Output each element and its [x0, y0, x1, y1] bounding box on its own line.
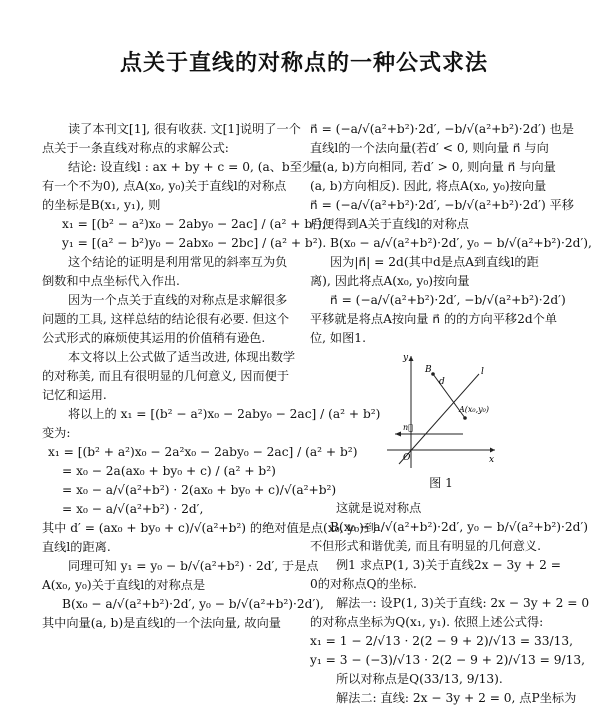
text-line: 位, 如图1.: [310, 331, 366, 345]
text-line: 后便得到A关于直线l的对称点: [310, 217, 469, 231]
text-line: B(x₀ − a/√(a²+b²)·2d′, y₀ − b/√(a²+b²)·2d′): [330, 520, 588, 534]
text-line: 直线l的一个法向量(若d′ < 0, 则向量 n⃗ 与向: [310, 141, 549, 155]
text-line: 的对称美, 而且有很明显的几何意义, 因而便于: [42, 369, 290, 383]
text-line: 其中 d′ = (ax₀ + by₀ + c)/√(a²+b²) 的绝对值是点(x₀, y₀)到: [42, 521, 377, 535]
text-line: = x₀ − 2a(ax₀ + by₀ + c) / (a² + b²): [62, 464, 276, 478]
text-line: 因为一个点关于直线的对称点是求解很多: [68, 293, 288, 307]
label-o: O: [403, 453, 411, 463]
right-column: [310, 120, 592, 708]
text-line: 直线l的距离.: [42, 540, 111, 554]
vector-n-arrow: [395, 432, 401, 437]
text-line: 解法一: 设P(1, 3)关于直线: 2x − 3y + 2 = 0: [336, 596, 590, 610]
text-line: 的对称点坐标为Q(x₁, y₁). 依照上述公式得:: [310, 615, 544, 629]
x-axis-arrow: [490, 448, 495, 453]
page-title: 点关于直线的对称点的一种公式求法: [119, 51, 488, 76]
text-line: 量(a, b)方向相同, 若d′ > 0, 则向量 n⃗ 与向量: [310, 160, 556, 174]
label-b: B: [425, 365, 432, 375]
text-line: 例1 求点P(1, 3)关于直线2x − 3y + 2 =: [336, 558, 561, 572]
right-column-top: [310, 120, 592, 348]
text-line: (a, b)方向相反). 因此, 将点A(x₀, y₀)按向量: [310, 179, 547, 193]
text-line: B(x₀ − a/√(a²+b²)·2d′, y₀ − b/√(a²+b²)·2d′),: [62, 597, 324, 611]
text-line: A(x₀, y₀)关于直线l的对称点是: [42, 578, 206, 592]
text-line: x₁ = [(b² + a²)x₀ − 2a²x₀ − 2aby₀ − 2ac] / (a² + b²): [48, 445, 358, 459]
text-line: 记忆和运用.: [42, 388, 107, 402]
text-line: 解法二: 直线: 2x − 3y + 2 = 0, 点P坐标为: [336, 691, 577, 705]
text-line: y₁ = 3 − (−3)/√13 · 2(2 − 9 + 2)/√13 = 9/13,: [310, 653, 585, 667]
label-y: y: [403, 353, 409, 363]
text-line: 0的对称点Q的坐标.: [310, 577, 417, 591]
y-axis-arrow: [409, 356, 414, 361]
label-d: d: [439, 377, 445, 387]
text-line: 的坐标是B(x₁, y₁), 则: [42, 198, 161, 212]
text-line: 其中向量(a, b)是直线l的一个法向量, 故向量: [42, 616, 281, 630]
point-b: [431, 372, 435, 376]
text-line: 平移就是将点A按向量 n⃗ 的的方向平移2d个单: [310, 312, 558, 326]
text-line: 有一个不为0), 点A(x₀, y₀)关于直线l的对称点: [42, 179, 287, 193]
text-line: = x₀ − a/√(a²+b²) · 2d′,: [62, 502, 204, 516]
text-line: 本文将以上公式做了适当改进, 体现出数学: [68, 350, 296, 364]
text-line: 将以上的 x₁ = [(b² − a²)x₀ − 2aby₀ − 2ac] / (a² + b²): [68, 407, 381, 421]
text-line: 同理可知 y₁ = y₀ − b/√(a²+b²) · 2d′, 于是点: [68, 559, 319, 573]
text-line: 公式形式的麻烦使其运用的价值稍有逊色.: [42, 331, 266, 345]
text-line: 点关于一条直线对称点的求解公式:: [42, 141, 229, 155]
text-line: x₁ = [(b² − a²)x₀ − 2aby₀ − 2ac] / (a² + b²),: [62, 217, 326, 231]
text-line: n⃗ = (−a/√(a²+b²)·2d′, −b/√(a²+b²)·2d′) 平移: [310, 198, 574, 212]
text-line: 离), 因此将点A(x₀, y₀)按向量: [310, 274, 470, 288]
label-l: l: [481, 367, 484, 377]
text-line: 倒数和中点坐标代入作出.: [42, 274, 180, 288]
text-line: 问题的工具, 这样总结的结论很有必要. 但这个: [42, 312, 290, 326]
text-line: n⃗ = (−a/√(a²+b²)·2d′, −b/√(a²+b²)·2d′): [330, 293, 566, 307]
label-x: x: [489, 455, 495, 465]
text-line: 这就是说对称点: [336, 501, 422, 515]
text-line: 结论: 设直线l : ax + by + c = 0, (a、b至少: [68, 160, 315, 174]
text-line: y₁ = [(a² − b²)y₀ − 2abx₀ − 2bc] / (a² + b²).: [62, 236, 327, 250]
text-line: n⃗ = (−a/√(a²+b²)·2d′, −b/√(a²+b²)·2d′) 也是: [310, 122, 574, 136]
text-line: 所以对称点是Q(33/13, 9/13).: [336, 672, 503, 686]
label-n: n⃗: [403, 423, 413, 432]
text-line: 因为|n⃗| = 2d(其中d是点A到直线l的距: [330, 255, 539, 269]
text-line: 这个结论的证明是利用常见的斜率互为负: [68, 255, 288, 269]
text-line: x₁ = 1 − 2/√13 · 2(2 − 9 + 2)/√13 = 33/13,: [310, 634, 573, 648]
figure-caption: 图 1: [429, 476, 453, 490]
text-line: 不但形式和谐优美, 而且有明显的几何意义.: [310, 539, 541, 553]
text-line: B(x₀ − a/√(a²+b²)·2d′, y₀ − b/√(a²+b²)·2d′),: [330, 236, 592, 250]
text-line: 变为:: [42, 426, 71, 440]
right-column-bottom: [310, 499, 590, 708]
point-a: [463, 416, 467, 420]
figure-1: [381, 352, 501, 472]
label-a: A(x₀,y₀): [459, 405, 490, 414]
text-line: = x₀ − a/√(a²+b²) · 2(ax₀ + by₀ + c)/√(a²+b²): [62, 483, 337, 497]
text-line: 读了本刊文[1], 很有收获. 文[1]说明了一个: [68, 122, 301, 136]
